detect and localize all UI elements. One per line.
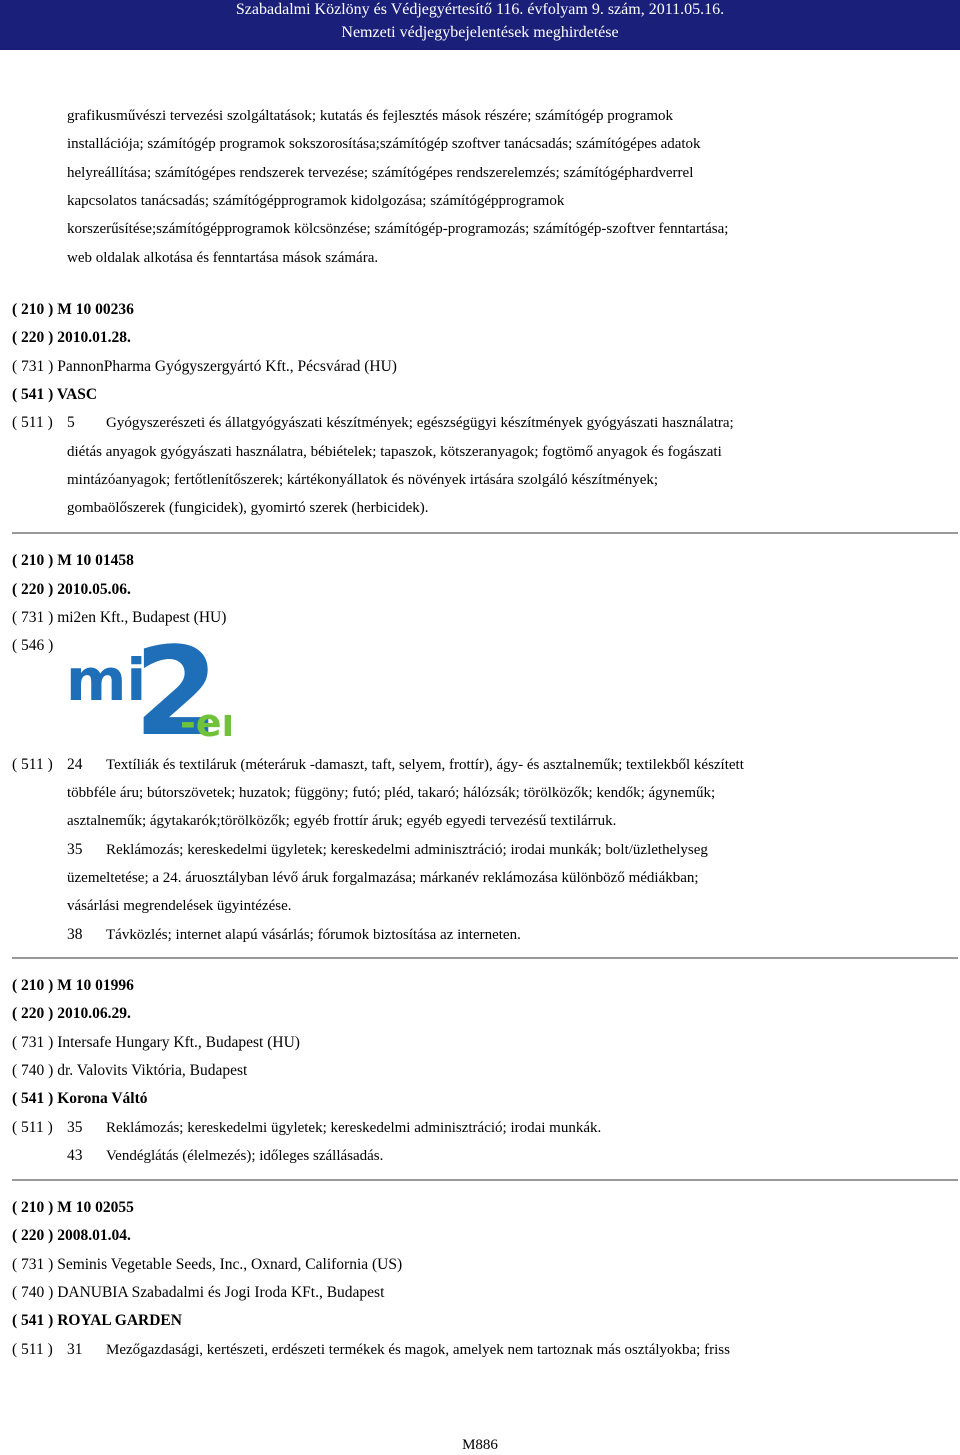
entry1-applicant: ( 731 ) PannonPharma Gyógyszergyártó Kft., Pécsvárad (HU) [12, 358, 397, 375]
page-number: M886 [462, 1437, 498, 1453]
entry3-filing-date: ( 220 ) 2010.06.29. [12, 1005, 131, 1022]
entry2-class38-line: Távközlés; internet alapú vásárlás; fórumok biztosítása az interneten. [106, 927, 521, 943]
entry1-filing-date: ( 220 ) 2010.01.28. [12, 329, 131, 346]
entry4-filing-date: ( 220 ) 2008.01.04. [12, 1227, 131, 1244]
entry1-class-number: 5 [67, 414, 75, 431]
intro-line: grafikusművészi tervezési szolgáltatások; kutatás és fejlesztés mások részére; számítógép programok [67, 108, 674, 124]
entry2-class35-line: Reklámozás; kereskedelmi ügyletek; kereskedelmi adminisztráció; irodai munkák; bolt/üzlethelyseg [106, 842, 708, 858]
entry3-class-35: 35 [67, 1119, 83, 1136]
entry2-class35-line: üzemeltetése; a 24. áruosztályban lévő áruk forgalmazása; márkanév reklámozása különböző médiákban; [67, 870, 699, 886]
entry4-class-31: 31 [67, 1341, 83, 1358]
intro-line: web oldalak alkotása és fenntartása mások számára. [67, 250, 379, 266]
intro-line: korszerűsítése;számítógépprogramok kölcsönzése; számítógép-programozás; számítógép-szoftver fenntartása; [67, 221, 729, 237]
intro-line: helyreállítása; számítógépes rendszerek tervezése; számítógépes rendszerelemzés; számítógéphardverrel [67, 165, 694, 181]
entry2-class24-line: asztalneműk; ágytakarók;törölközők; egyéb frottír áruk; egyéb egyedi tervezésű textilárruk. [67, 813, 617, 829]
entry1-application-number: ( 210 ) M 10 00236 [12, 301, 134, 318]
entry3-applicant: ( 731 ) Intersafe Hungary Kft., Budapest (HU) [12, 1034, 300, 1051]
entry1-classes-label: ( 511 ) [12, 414, 53, 431]
section-divider [12, 957, 958, 959]
section-divider [12, 532, 958, 534]
entry2-applicant: ( 731 ) mi2en Kft., Budapest (HU) [12, 609, 227, 626]
entry3-class-43: 43 [67, 1147, 83, 1164]
logo-2: 2 [134, 630, 219, 742]
entry4-classes-label: ( 511 ) [12, 1341, 53, 1358]
entry3-application-number: ( 210 ) M 10 01996 [12, 977, 134, 994]
header-section-title: Nemzeti védjegybejelentések meghirdetése [341, 24, 619, 41]
entry1-word-mark: ( 541 ) VASC [12, 386, 98, 403]
section-divider [12, 1179, 958, 1181]
entry2-class24-line: többféle áru; bútorszövetek; huzatok; függöny; futó; pléd, takaró; hálózsák; törölközők; kendők; ágyneműk; [67, 785, 716, 801]
entry2-class-24: 24 [67, 756, 83, 773]
entry4-class31-line: Mezőgazdasági, kertészeti, erdészeti termékek és magok, amelyek nem tartoznak más osztályokba; friss [106, 1342, 730, 1358]
entry1-goods-line: mintázóanyagok; fertőtlenítőszerek; kártékonyállatok és növények irtására szolgáló készítmények; [67, 472, 659, 488]
logo-en: -e [180, 701, 222, 742]
entry3-class43-line: Vendéglátás (élelmezés); időleges szállásadás. [106, 1148, 384, 1164]
entry2-figurative-label: ( 546 ) [12, 637, 54, 654]
page-header [0, 0, 960, 50]
entry2-application-number: ( 210 ) M 10 01458 [12, 552, 134, 569]
entry2-classes-label: ( 511 ) [12, 756, 53, 773]
entry1-goods-line: diétás anyagok gyógyászati használatra, bébiételek; tapaszok, kötszeranyagok; fogtömő anyagok és fogászati [67, 444, 722, 460]
entry2-class24-line: Textíliák és textiláruk (méteráruk -damaszt, taft, selyem, frottír), ágy- és asztalneműk; textilekből készített [106, 757, 744, 773]
entry2-class-35: 35 [67, 841, 83, 858]
intro-line: installációja; számítógép programok sokszorosítása;számítógép szoftver tanácsadás; számítógépes adatok [67, 136, 701, 152]
entry2-class-38: 38 [67, 926, 83, 943]
entry4-word-mark: ( 541 ) ROYAL GARDEN [12, 1312, 182, 1329]
intro-line: kapcsolatos tanácsadás; számítógépprogramok kidolgozása; számítógépprogramok [67, 193, 565, 209]
entry4-application-number: ( 210 ) M 10 02055 [12, 1199, 134, 1216]
entry3-representative: ( 740 ) dr. Valovits Viktória, Budapest [12, 1062, 248, 1079]
mi2en-logo [66, 630, 231, 747]
entry4-applicant: ( 731 ) Seminis Vegetable Seeds, Inc., Oxnard, California (US) [12, 1256, 403, 1273]
entry1-goods-line: Gyógyszerészeti és állatgyógyászati készítmények; egészségügyi készítmények gyógyászati használatra; [106, 415, 734, 431]
entry1-goods-line: gombaölőszerek (fungicidek), gyomirtó szerek (herbicidek). [67, 500, 429, 516]
logo-mi: mi [66, 646, 147, 714]
entry3-classes-label: ( 511 ) [12, 1119, 53, 1136]
entry3-class35-line: Reklámozás; kereskedelmi ügyletek; kereskedelmi adminisztráció; irodai munkák. [106, 1120, 602, 1136]
entry2-class35-line: vásárlási megrendelések ügyintézése. [67, 898, 292, 914]
header-journal-title: Szabadalmi Közlöny és Védjegyértesítő 116. évfolyam 9. szám, 2011.05.16. [235, 1, 725, 18]
entry4-representative: ( 740 ) DANUBIA Szabadalmi és Jogi Iroda KFt., Budapest [12, 1284, 385, 1301]
entry3-word-mark: ( 541 ) Korona Váltó [12, 1090, 148, 1107]
entry2-filing-date: ( 220 ) 2010.05.06. [12, 581, 131, 598]
